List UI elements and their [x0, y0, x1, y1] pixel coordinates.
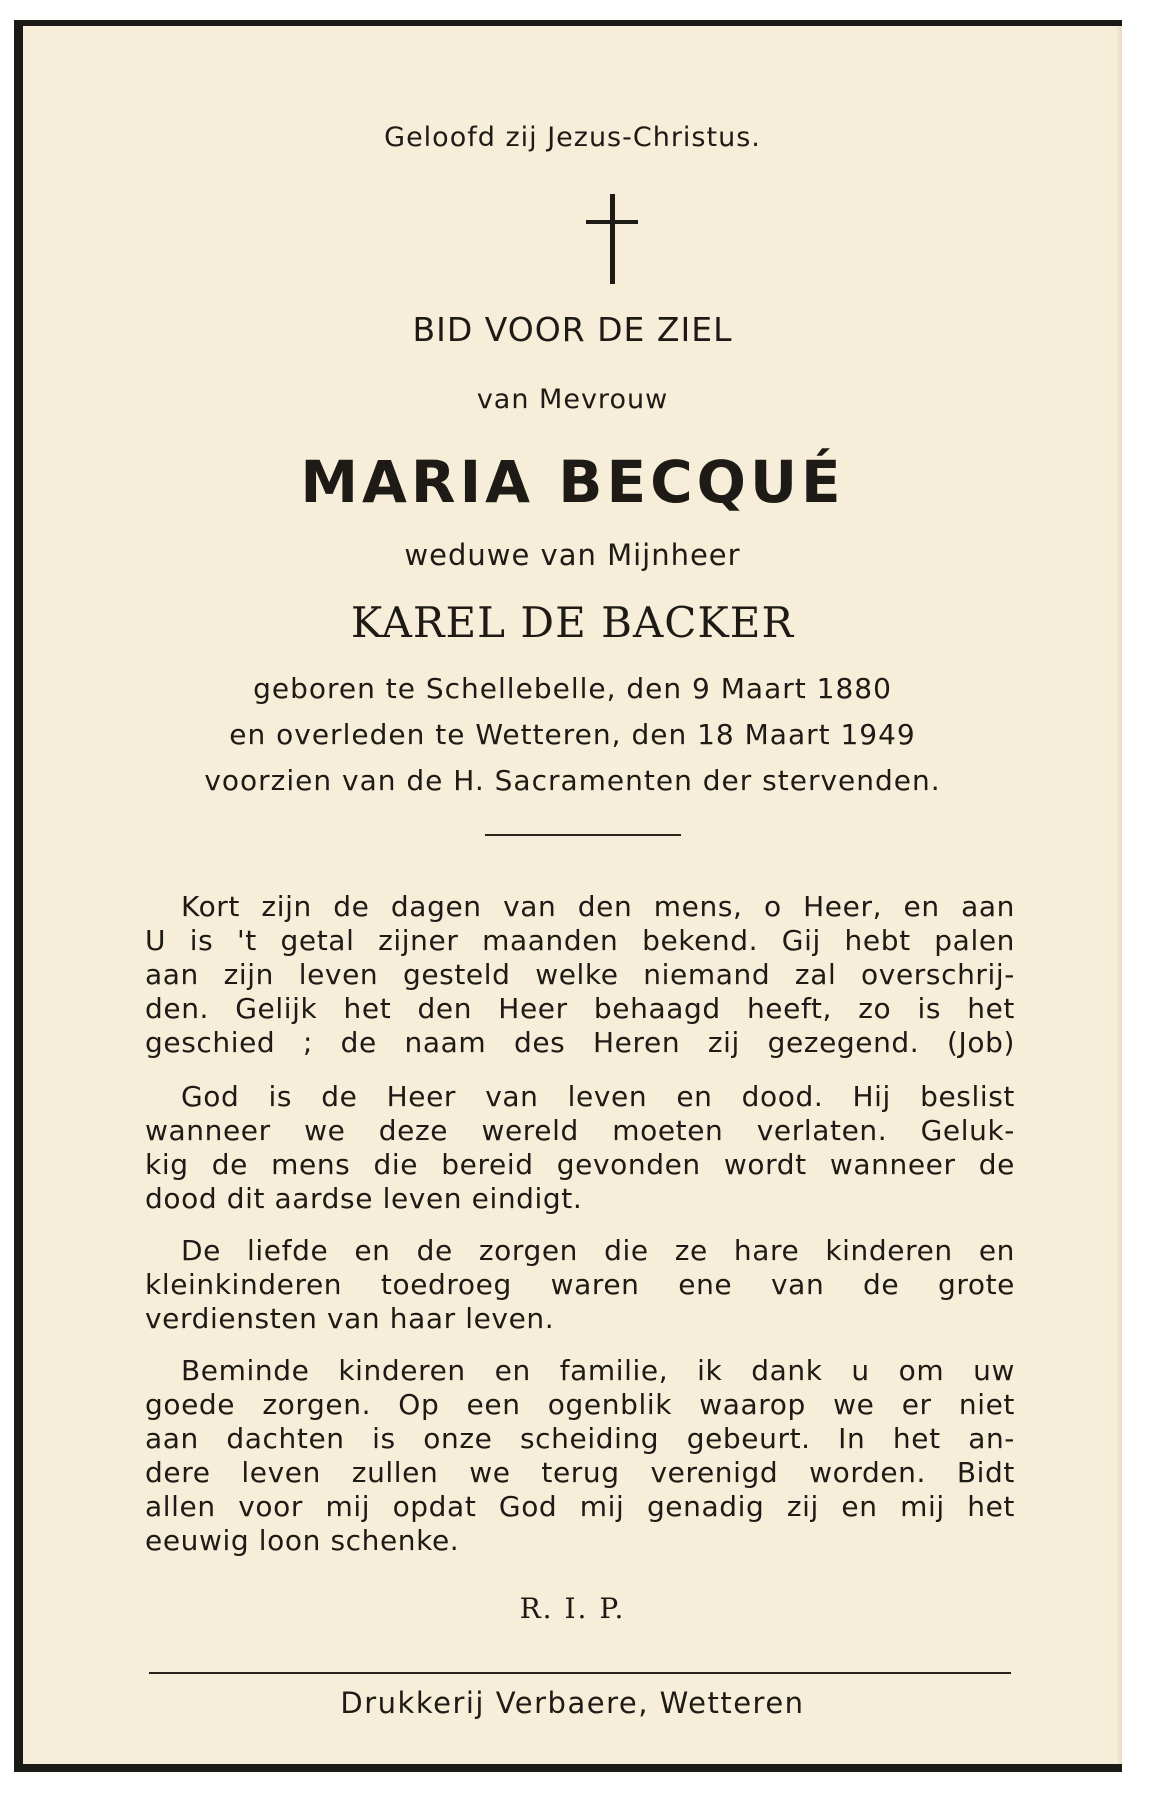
latin-cross-icon [586, 194, 638, 284]
paragraph-line: dere leven zullen we terug verenigd worden. Bidt [145, 1456, 1015, 1489]
prayer-heading: BID VOOR DE ZIEL [412, 310, 733, 349]
death-line: en overleden te Wetteren, den 18 Maart 1949 [229, 718, 916, 751]
paragraph-line: wanneer we deze wereld moeten verlaten. Geluk- [145, 1114, 1015, 1147]
paragraph-line: geschied ; de naam des Heren zij gezegend. (Job) [145, 1026, 1015, 1059]
short-divider [485, 834, 681, 836]
husband-name: KAREL DE BACKER [350, 598, 795, 647]
paragraph-love [145, 1234, 1015, 1336]
sacraments-line: voorzien van de H. Sacramenten der stervenden. [204, 764, 941, 797]
memorial-card [14, 20, 1122, 1772]
paragraph-line: Kort zijn de dagen van den mens, o Heer, en aan [181, 890, 1015, 923]
paragraph-line: Beminde kinderen en familie, ik dank u om uw [181, 1354, 1015, 1387]
rip-text: R. I. P. [519, 1592, 626, 1625]
of-mrs-text: van Mevrouw [476, 384, 669, 415]
paragraph-line: allen voor mij opdat God mij genadig zij en mij het [145, 1490, 1015, 1523]
paragraph-job [145, 890, 1015, 1060]
printer-credit: Drukkerij Verbaere, Wetteren [340, 1686, 805, 1720]
paragraph-line: God is de Heer van leven en dood. Hij beslist [181, 1080, 1015, 1113]
deceased-name: MARIA BECQUÉ [300, 448, 845, 516]
cross-vertical-bar [610, 194, 615, 284]
paragraph-line: De liefde en de zorgen die ze hare kinderen en [181, 1234, 1015, 1267]
paragraph-line: kleinkinderen toedroeg waren ene van de grote [145, 1268, 1015, 1301]
paragraph-line: aan zijn leven gesteld welke niemand zal overschrij- [145, 958, 1015, 991]
paragraph-line: dood dit aardse leven eindigt. [145, 1182, 583, 1215]
paragraph-line: goede zorgen. Op een ogenblik waarop we er niet [145, 1388, 1015, 1421]
paragraph-line: kig de mens die bereid gevonden wordt wanneer de [145, 1148, 1015, 1181]
card-right-edge [1116, 26, 1122, 1764]
greeting-text: Geloofd zij Jezus-Christus. [384, 122, 761, 153]
paragraph-farewell [145, 1354, 1015, 1558]
paragraph-line: den. Gelijk het den Heer behaagd heeft, zo is het [145, 992, 1015, 1025]
paragraph-god [145, 1080, 1015, 1216]
paragraph-line: U is 't getal zijner maanden bekend. Gij hebt palen [145, 924, 1015, 957]
cross-horizontal-bar [586, 220, 638, 224]
footer-divider [149, 1672, 1011, 1674]
birth-line: geboren te Schellebelle, den 9 Maart 1880 [253, 672, 892, 705]
widow-of-text: weduwe van Mijnheer [404, 538, 741, 572]
paragraph-line: eeuwig loon schenke. [145, 1524, 460, 1557]
paragraph-line: verdiensten van haar leven. [145, 1302, 555, 1335]
paragraph-line: aan dachten is onze scheiding gebeurt. In het an- [145, 1422, 1015, 1455]
